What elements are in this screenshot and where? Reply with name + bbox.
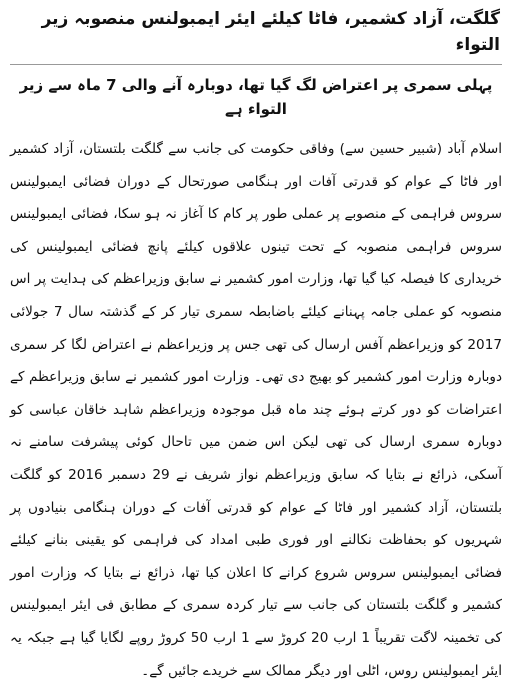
headline: گلگت، آزاد کشمیر، فاٹا کیلئے ایئر ایمبولنس منصوبہ زیر التواء <box>41 9 500 55</box>
subheadline: پہلی سمری پر اعتراض لگ گیا تھا، دوبارہ آنے والی 7 ماہ سے زیر التواء ہے <box>19 76 493 118</box>
divider <box>10 64 502 65</box>
article-body: اسلام آباد (شبیر حسین سے) وفاقی حکومت کی جانب سے گلگت بلتستان، آزاد کشمیر اور فاٹا کے عوام کو قدرتی آفات اور ہنگامی صورتحال کے دوران فضائی ایمبولینس سروس فراہمی کے منصوبے پر عملی طور پر کام کا آغاز نہ ہو سکا، فضائی ایمبولینس سروس فراہمی منصوبہ کے تحت تینوں علاقوں کیلئے پانچ فضائی ایمبولینس کی خریداری کا فیصلہ کیا گیا تھا، وزارت امور کشمیر نے سابق وزیراعظم کی ہدایت پر اس منصوبہ کو عملی جامہ پہنانے کیلئے باضابطہ سمری تیار کر کے گذشتہ سال 7 جولائی 2017 کو وزیراعظم آفس ارسال کی تھی جس پر وزیراعظم نے اعتراض لگا کر سمری دوبارہ وزارت امور کشمیر کو بھیج دی تھی۔ وزارت امور کشمیر نے سابق وزیراعظم کے اعتراضات کو دور کرتے ہوئے چند ماہ قبل موجودہ وزیراعظم شاہد خاقان عباسی کو دوبارہ سمری ارسال کی تھی لیکن اس ضمن میں تاحال کوئی پیشرفت سامنے نہ آسکی، ذرائع نے بتایا کہ سابق وزیراعظم نواز شریف نے 29 دسمبر 2016 کو گلگت بلتستان، آزاد کشمیر اور فاٹا کے عوام کو قدرتی آفات کے دوران ہنگامی بنیادوں پر شہریوں کو بحفاظت نکالنے اور فوری طبی امداد کی فراہمی کو یقینی بنانے کیلئے فضائی ایمبولینس سروس شروع کرانے کا اعلان کیا تھا، ذرائع نے بتایا کہ وزارت امور کشمیر و گلگت بلتستان کی جانب سے تیار کردہ سمری کے مطابق فی ایئر ایمبولینس کی تخمینہ لاگت تقریباً 1 ارب 20 کروڑ سے 1 ارب 50 کروڑ روپے لگایا گیا ہے جبکہ یہ ایئر ایمبولینس روس، اٹلی اور دیگر ممالک سے خریدے جائیں گے۔ <box>10 141 503 679</box>
